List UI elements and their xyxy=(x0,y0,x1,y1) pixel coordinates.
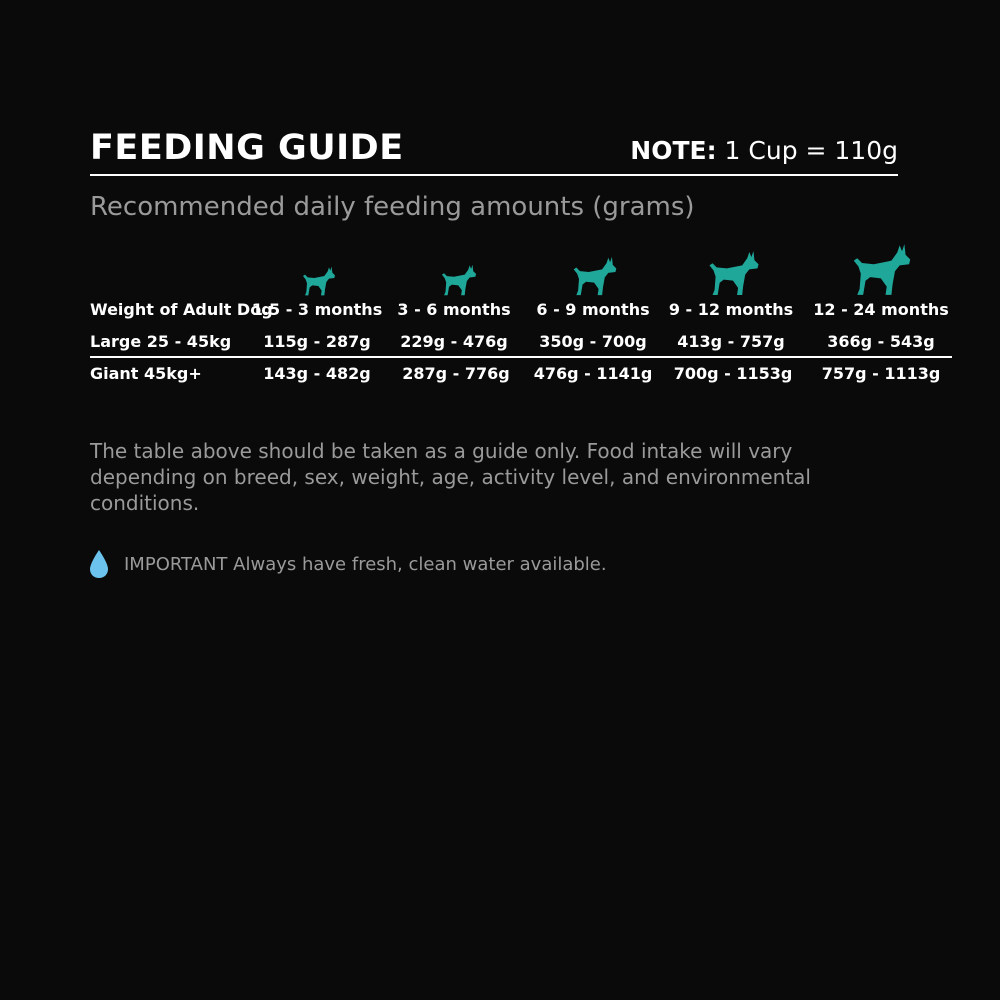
important-notice xyxy=(88,548,607,580)
note-value: 1 Cup = 110g xyxy=(716,136,898,165)
table-header-row xyxy=(90,294,952,326)
table-row xyxy=(90,326,952,358)
table-cell: 413g - 757g xyxy=(677,332,785,351)
column-header: 6 - 9 months xyxy=(536,300,650,319)
cup-note xyxy=(630,136,898,165)
table-cell: 350g - 700g xyxy=(539,332,647,351)
disclaimer-text: The table above should be taken as a guide only. Food intake will vary depending on breed, sex, weight, age, activity level, and environmental conditions. xyxy=(90,439,811,515)
dog-icon xyxy=(572,256,618,296)
important-text: IMPORTANT Always have fresh, clean water available. xyxy=(124,553,607,575)
water-drop-icon xyxy=(88,549,110,579)
dog-icon xyxy=(440,264,478,296)
table-cell: 115g - 287g xyxy=(263,332,371,351)
column-header: 12 - 24 months xyxy=(813,300,949,319)
column-header: 9 - 12 months xyxy=(668,300,794,319)
note-label: NOTE: xyxy=(630,136,717,165)
table-cell: 366g - 543g xyxy=(827,332,935,351)
header xyxy=(90,124,898,176)
page-title: FEEDING GUIDE xyxy=(90,128,404,168)
table-cell: 476g - 1141g xyxy=(533,364,653,383)
dog-icon xyxy=(850,243,914,296)
table-cell: 143g - 482g xyxy=(263,364,371,383)
table-cell: Giant 45kg+ xyxy=(90,364,202,383)
table-cell: Large 25 - 45kg xyxy=(90,332,232,351)
dog-icon xyxy=(302,266,336,296)
dog-icon xyxy=(706,250,762,296)
column-header: 1.5 - 3 months xyxy=(251,300,383,319)
table-row xyxy=(90,358,952,390)
table-cell: 757g - 1113g xyxy=(821,364,941,383)
subtitle: Recommended daily feeding amounts (grams) xyxy=(90,192,695,222)
table-cell: 287g - 776g xyxy=(402,364,510,383)
table-cell: 229g - 476g xyxy=(400,332,508,351)
column-header: 3 - 6 months xyxy=(397,300,511,319)
column-header: Weight of Adult Dog xyxy=(90,300,273,319)
table-cell: 700g - 1153g xyxy=(673,364,793,383)
